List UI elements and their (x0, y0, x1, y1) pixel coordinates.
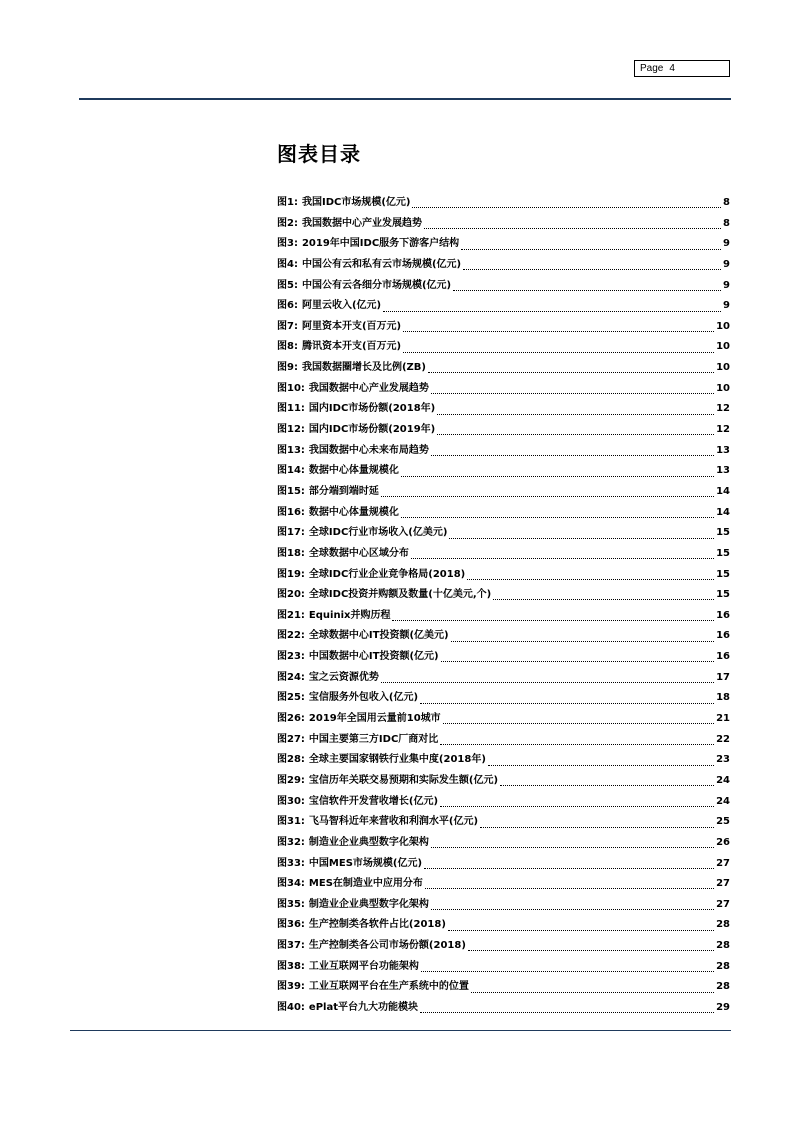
toc-entry-page: 18 (716, 692, 730, 704)
toc-entry-label: 图26: (277, 713, 305, 725)
toc-entry[interactable] (277, 461, 730, 482)
toc-entry-text: 中国公有云各细分市场规模(亿元) (301, 279, 452, 291)
toc-entry-leader (488, 764, 714, 766)
toc-entry-label: 图14: (277, 465, 305, 477)
toc-entry-label: 图17: (277, 527, 305, 539)
toc-entry[interactable] (277, 317, 730, 338)
toc-entry-leader (392, 619, 714, 621)
toc-entry-leader (463, 268, 721, 270)
header-rule (79, 98, 731, 100)
toc-entry-label: 图32: (277, 836, 305, 848)
toc-entry-leader (480, 826, 714, 828)
toc-entry[interactable] (277, 441, 730, 462)
toc-entry[interactable] (277, 812, 730, 833)
toc-entry-page: 29 (716, 1001, 730, 1013)
toc-entry-page: 26 (716, 836, 730, 848)
toc-entry[interactable] (277, 337, 730, 358)
toc-entry-leader (383, 310, 721, 312)
toc-entry-page: 9 (723, 279, 730, 291)
toc-entry-page: 21 (716, 713, 730, 725)
toc-entry-label: 图23: (277, 651, 305, 663)
toc-entry-leader (403, 330, 714, 332)
toc-entry-text: 全球IDC投资并购额及数量(十亿美元,个) (308, 589, 492, 601)
toc-entry[interactable] (277, 214, 730, 235)
toc-entry-leader (425, 887, 714, 889)
toc-entry-label: 图28: (277, 754, 305, 766)
toc-entry[interactable] (277, 998, 730, 1019)
toc-entry[interactable] (277, 296, 730, 317)
toc-entry-leader (421, 970, 714, 972)
toc-entry-label: 图31: (277, 816, 305, 828)
toc-entry-leader (441, 660, 714, 662)
toc-entry-label: 图2: (277, 217, 298, 229)
toc-entry-label: 图18: (277, 547, 305, 559)
toc-entry-page: 12 (716, 403, 730, 415)
toc-entry-label: 图9: (277, 362, 298, 374)
toc-entry-label: 图11: (277, 403, 305, 415)
toc-entry-label: 图30: (277, 795, 305, 807)
toc-entry[interactable] (277, 977, 730, 998)
toc-entry-leader (443, 722, 714, 724)
toc-entry-text: 阿里云收入(亿元) (301, 300, 382, 312)
toc-entry-page: 10 (716, 362, 730, 374)
toc-entry[interactable] (277, 668, 730, 689)
toc-entry[interactable] (277, 358, 730, 379)
toc-entry-page: 9 (723, 238, 730, 250)
toc-entry-label: 图35: (277, 898, 305, 910)
toc-entry-text: 全球主要国家钢铁行业集中度(2018年) (308, 754, 486, 766)
toc-entry-label: 图4: (277, 258, 298, 270)
toc-entry-page: 16 (716, 630, 730, 642)
toc-entry-label: 图5: (277, 279, 298, 291)
toc-entry[interactable] (277, 874, 730, 895)
toc-entry-page: 28 (716, 960, 730, 972)
toc-entry[interactable] (277, 606, 730, 627)
toc-entry-text: 我国数据中心未来布局趋势 (308, 444, 429, 456)
toc-entry-leader (451, 640, 714, 642)
toc-entry-page: 24 (716, 774, 730, 786)
toc-entry[interactable] (277, 688, 730, 709)
toc-entry-leader (381, 495, 714, 497)
toc-entry-leader (449, 537, 714, 539)
toc-entry-leader (428, 371, 714, 373)
toc-entry-label: 图33: (277, 857, 305, 869)
toc-entry-page: 27 (716, 878, 730, 890)
toc-entry-label: 图20: (277, 589, 305, 601)
toc-entry[interactable] (277, 730, 730, 751)
toc-entry[interactable] (277, 503, 730, 524)
toc-entry-text: 中国公有云和私有云市场规模(亿元) (301, 258, 462, 270)
toc-entry-text: 2019年全国用云量前10城市 (308, 713, 441, 725)
toc-entry[interactable] (277, 957, 730, 978)
toc-entry-label: 图19: (277, 568, 305, 580)
toc-entry-text: 国内IDC市场份额(2019年) (308, 424, 436, 436)
toc-entry-leader (424, 867, 714, 869)
toc-entry-page: 13 (716, 444, 730, 456)
toc-entry[interactable] (277, 895, 730, 916)
toc-entry-text: 数据中心体量规模化 (308, 506, 399, 518)
toc-entry[interactable] (277, 523, 730, 544)
toc-entry-label: 图36: (277, 919, 305, 931)
toc-entry-label: 图29: (277, 774, 305, 786)
toc-entry-page: 24 (716, 795, 730, 807)
toc-entry-text: 全球IDC行业市场收入(亿美元) (308, 527, 448, 539)
toc-entry-page: 15 (716, 547, 730, 559)
toc-entry-text: 宝信服务外包收入(亿元) (308, 692, 419, 704)
toc-entry-leader (431, 454, 714, 456)
toc-entry[interactable] (277, 193, 730, 214)
toc-entry-leader (381, 681, 714, 683)
toc-entry-leader (500, 784, 714, 786)
toc-entry-label: 图10: (277, 382, 305, 394)
toc-entry-text: 阿里资本开支(百万元) (301, 320, 402, 332)
toc-entry[interactable] (277, 255, 730, 276)
toc-entry-page: 16 (716, 609, 730, 621)
toc-entry-text: ePlat平台九大功能模块 (308, 1001, 418, 1013)
toc-list (277, 193, 730, 1019)
toc-entry-page: 23 (716, 754, 730, 766)
toc-entry-leader (493, 598, 714, 600)
toc-entry-leader (431, 908, 714, 910)
toc-entry-text: 制造业企业典型数字化架构 (308, 836, 429, 848)
toc-entry-page: 22 (716, 733, 730, 745)
toc-entry-leader (471, 991, 714, 993)
toc-entry[interactable] (277, 792, 730, 813)
toc-entry-page: 27 (716, 857, 730, 869)
toc-entry-label: 图25: (277, 692, 305, 704)
toc-entry-leader (467, 578, 714, 580)
toc-entry-text: 工业互联网平台在生产系统中的位置 (308, 981, 469, 993)
toc-entry-leader (453, 289, 721, 291)
toc-entry-label: 图39: (277, 981, 305, 993)
toc-entry-label: 图27: (277, 733, 305, 745)
toc-entry[interactable] (277, 709, 730, 730)
toc-entry-text: Equinix并购历程 (308, 609, 391, 621)
toc-entry-label: 图34: (277, 878, 305, 890)
toc-entry-text: MES在制造业中应用分布 (308, 878, 423, 890)
toc-entry-page: 10 (716, 341, 730, 353)
toc-entry-page: 16 (716, 651, 730, 663)
toc-entry-text: 飞马智科近年来营收和利润水平(亿元) (308, 816, 479, 828)
toc-entry[interactable] (277, 750, 730, 771)
toc-entry-text: 中国主要第三方IDC厂商对比 (308, 733, 439, 745)
toc-entry-leader (420, 1011, 714, 1013)
toc-entry-page: 15 (716, 568, 730, 580)
toc-entry-text: 数据中心体量规模化 (308, 465, 399, 477)
toc-entry-text: 宝之云资源优势 (308, 671, 379, 683)
toc-entry-page: 15 (716, 589, 730, 601)
toc-entry-text: 国内IDC市场份额(2018年) (308, 403, 436, 415)
toc-entry[interactable] (277, 379, 730, 400)
toc-entry-label: 图22: (277, 630, 305, 642)
toc-entry-text: 工业互联网平台功能架构 (308, 960, 419, 972)
toc-entry-label: 图1: (277, 197, 298, 208)
toc-entry[interactable] (277, 482, 730, 503)
toc-entry-leader (440, 805, 714, 807)
toc-entry-page: 28 (716, 981, 730, 993)
toc-entry-page: 9 (723, 300, 730, 312)
toc-entry-leader (461, 248, 721, 250)
toc-entry[interactable] (277, 771, 730, 792)
toc-entry-label: 图7: (277, 320, 298, 332)
toc-entry-text: 部分端到端时延 (308, 485, 379, 497)
toc-entry-label: 图37: (277, 940, 305, 952)
toc-entry-leader (437, 413, 714, 415)
toc-entry-text: 腾讯资本开支(百万元) (301, 341, 402, 353)
toc-entry-page: 9 (723, 258, 730, 270)
toc-entry-text: 我国数据中心产业发展趋势 (308, 382, 429, 394)
toc-entry-text: 宝信历年关联交易预期和实际发生额(亿元) (308, 774, 499, 786)
toc-entry[interactable] (277, 647, 730, 668)
toc-entry-leader (431, 392, 714, 394)
toc-entry[interactable] (277, 585, 730, 606)
toc-entry-leader (424, 227, 721, 229)
toc-entry-leader (468, 949, 714, 951)
toc-entry[interactable] (277, 420, 730, 441)
toc-entry-page: 14 (716, 506, 730, 518)
toc-entry-label: 图24: (277, 671, 305, 683)
toc-entry-page: 14 (716, 485, 730, 497)
toc-entry-page: 8 (723, 217, 730, 229)
toc-entry-page: 13 (716, 465, 730, 477)
page-label: Page (640, 63, 664, 74)
toc-entry[interactable] (277, 234, 730, 255)
toc-entry[interactable] (277, 915, 730, 936)
toc-entry-label: 图40: (277, 1001, 305, 1013)
toc-entry-leader (403, 351, 714, 353)
toc-title: 图表目录 (277, 142, 361, 166)
toc-entry-label: 图38: (277, 960, 305, 972)
toc-entry[interactable] (277, 544, 730, 565)
toc-entry-text: 全球数据中心IT投资额(亿美元) (308, 630, 449, 642)
toc-entry-text: 全球IDC行业企业竞争格局(2018) (308, 568, 466, 580)
toc-entry-leader (437, 433, 714, 435)
toc-entry-label: 图3: (277, 238, 298, 250)
toc-entry[interactable] (277, 936, 730, 957)
toc-entry-page: 15 (716, 527, 730, 539)
toc-entry-page: 10 (716, 382, 730, 394)
toc-entry-label: 图15: (277, 485, 305, 497)
toc-entry-page: 28 (716, 940, 730, 952)
toc-entry-label: 图8: (277, 341, 298, 353)
toc-entry-leader (411, 557, 714, 559)
toc-entry-leader (412, 206, 721, 208)
toc-entry-text: 生产控制类各公司市场份额(2018) (308, 940, 466, 952)
page-number-box (634, 60, 730, 77)
toc-entry-text: 全球数据中心区域分布 (308, 547, 409, 559)
toc-entry[interactable] (277, 833, 730, 854)
toc-entry-page: 17 (716, 671, 730, 683)
page-number: 4 (669, 63, 675, 74)
toc-entry[interactable] (277, 276, 730, 297)
toc-entry-label: 图21: (277, 609, 305, 621)
toc-entry-text: 我国数据圈增长及比例(ZB) (301, 362, 426, 374)
toc-entry-page: 12 (716, 424, 730, 436)
toc-entry-leader (440, 743, 714, 745)
toc-entry[interactable] (277, 565, 730, 586)
toc-entry-page: 28 (716, 919, 730, 931)
toc-entry[interactable] (277, 854, 730, 875)
toc-entry-page: 27 (716, 898, 730, 910)
toc-entry-text: 制造业企业典型数字化架构 (308, 898, 429, 910)
toc-entry-text: 2019年中国IDC服务下游客户结构 (301, 238, 460, 250)
toc-entry-page: 8 (723, 197, 730, 208)
toc-entry-page: 25 (716, 816, 730, 828)
toc-entry-leader (401, 516, 714, 518)
toc-entry-text: 我国数据中心产业发展趋势 (301, 217, 422, 229)
toc-entry-text: 中国MES市场规模(亿元) (308, 857, 423, 869)
footer-rule (70, 1030, 731, 1031)
toc-entry-label: 图16: (277, 506, 305, 518)
toc-entry-leader (420, 702, 714, 704)
toc-entry[interactable] (277, 399, 730, 420)
toc-entry[interactable] (277, 626, 730, 647)
toc-entry-label: 图6: (277, 300, 298, 312)
toc-entry-label: 图12: (277, 424, 305, 436)
toc-entry-text: 宝信软件开发营收增长(亿元) (308, 795, 439, 807)
toc-entry-leader (448, 929, 714, 931)
toc-entry-text: 我国IDC市场规模(亿元) (301, 197, 411, 208)
toc-entry-label: 图13: (277, 444, 305, 456)
toc-entry-text: 中国数据中心IT投资额(亿元) (308, 651, 439, 663)
toc-entry-text: 生产控制类各软件占比(2018) (308, 919, 446, 931)
toc-entry-leader (431, 846, 714, 848)
toc-entry-page: 10 (716, 320, 730, 332)
toc-entry-leader (401, 475, 714, 477)
